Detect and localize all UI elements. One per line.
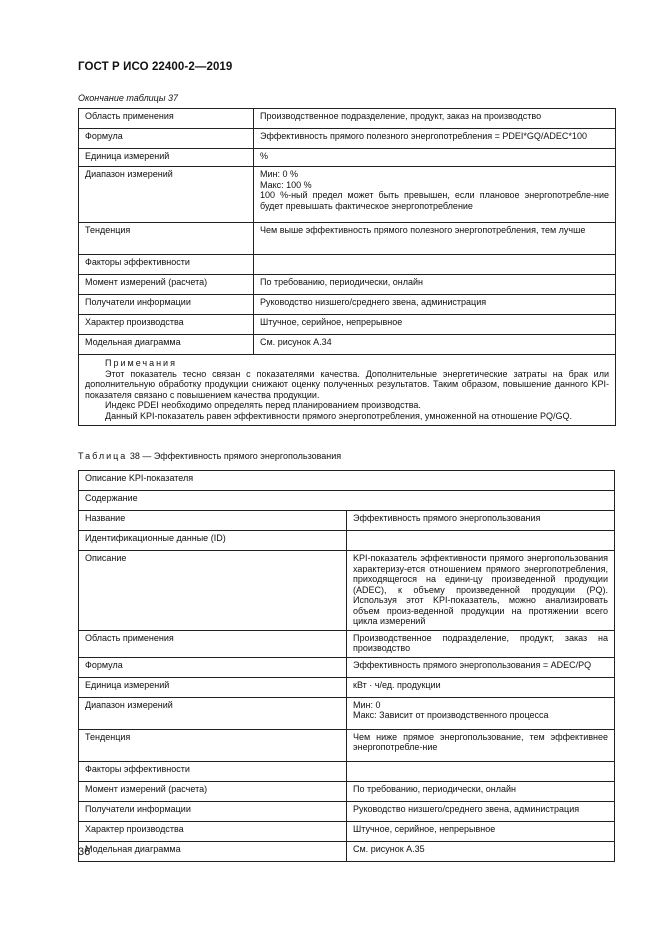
row-value-line	[260, 257, 609, 268]
row-label: Идентификационные данные (ID)	[79, 531, 347, 551]
table38-caption-prefix: Таблица	[78, 451, 128, 461]
table-row	[79, 335, 616, 355]
row-value-line: По требованию, периодически, онлайн	[260, 277, 423, 287]
table-row	[79, 761, 615, 781]
notes-paragraph: Индекс PDEI необходимо определять перед планированием производства.	[105, 400, 421, 410]
table-row	[79, 255, 616, 275]
row-value	[254, 129, 616, 149]
row-value	[254, 255, 616, 275]
table-row	[79, 109, 616, 129]
row-label: Модельная диаграмма	[79, 335, 254, 355]
row-label: Описание	[79, 551, 347, 631]
row-value-line: Эффективность прямого энергопользования = ADEC/PQ	[353, 659, 592, 670]
page-number: 36	[78, 846, 91, 858]
row-label: Диапазон измерений	[79, 167, 254, 223]
row-value-line: кВт · ч/ед. продукции	[353, 679, 441, 690]
row-label: Формула	[79, 129, 254, 149]
notes-title: Примечания	[105, 358, 177, 368]
table38-caption	[78, 451, 341, 461]
row-value-line: См. рисунок А.34	[260, 337, 332, 347]
table-row	[79, 551, 615, 631]
table-row	[79, 511, 615, 531]
row-value-line: %	[260, 151, 269, 161]
table37-caption: Окончание таблицы 37	[78, 93, 178, 103]
row-label: Название	[79, 511, 347, 531]
notes-paragraph: Этот показатель тесно связан с показателями качества. Дополнительные энергетические затраты на брак или дополнительную обработку продукции снижают оценку полученных результатов. Таким образом, повышение данного KPI-показателя связано с повышением качества продукции.	[85, 368, 609, 400]
notes-row	[79, 355, 616, 426]
table-row	[79, 471, 615, 491]
table-row	[79, 801, 615, 821]
table-row	[79, 729, 615, 761]
row-label: Тенденция	[79, 729, 347, 761]
row-label: Получатели информации	[79, 295, 254, 315]
row-label: Диапазон измерений	[79, 697, 347, 729]
table-37	[78, 108, 616, 426]
row-value	[347, 657, 615, 677]
row-value	[254, 315, 616, 335]
table-row	[79, 129, 616, 149]
row-label: Единица измерений	[79, 149, 254, 167]
row-value	[254, 109, 616, 129]
row-label: Получатели информации	[79, 801, 347, 821]
row-value-line: Эффективность прямого энергопользования	[353, 513, 541, 523]
row-value-line	[353, 533, 608, 544]
row-value	[347, 781, 615, 801]
row-label: Факторы эффективности	[79, 255, 254, 275]
row-value-line	[353, 764, 608, 775]
row-label: Характер производства	[79, 315, 254, 335]
row-value	[347, 511, 615, 531]
row-value	[347, 697, 615, 729]
row-value	[347, 821, 615, 841]
table-row	[79, 315, 616, 335]
row-value	[254, 167, 616, 223]
table-row	[79, 657, 615, 677]
row-value-line: Руководство низшего/среднего звена, администрация	[260, 297, 487, 307]
row-value-line: Штучное, серийное, непрерывное	[353, 823, 496, 834]
table-row	[79, 781, 615, 801]
row-value-line: Штучное, серийное, непрерывное	[260, 317, 403, 327]
row-value-line: 100 %-ный предел может быть превышен, если плановое энергопотребле-ние будет превышать фактическое энергопотребление	[260, 190, 609, 211]
table38-caption-text: 38 — Эффективность прямого энергопользования	[129, 451, 342, 461]
row-value	[254, 223, 616, 255]
row-label: Формула	[79, 657, 347, 677]
content-header: Содержание	[79, 491, 615, 511]
table-row	[79, 677, 615, 697]
kpi-description-header: Описание KPI-показателя	[79, 471, 615, 491]
table-row	[79, 167, 616, 223]
row-value-line: Макс: 100 %	[260, 179, 312, 190]
row-value-line: Производственное подразделение, продукт, заказ на производство	[353, 632, 608, 653]
row-label: Единица измерений	[79, 677, 347, 697]
table-row	[79, 630, 615, 657]
row-value	[347, 729, 615, 761]
row-value	[254, 335, 616, 355]
row-value-line: Мин: 0	[353, 699, 381, 710]
table-row	[79, 821, 615, 841]
row-label: Область применения	[79, 109, 254, 129]
row-value	[347, 551, 615, 631]
row-value	[347, 677, 615, 697]
row-value	[347, 531, 615, 551]
row-value-line: Мин: 0 %	[260, 169, 299, 179]
row-label: Характер производства	[79, 821, 347, 841]
table-row	[79, 149, 616, 167]
table-row	[79, 491, 615, 511]
row-value-line: Чем выше эффективность прямого полезного энергопотребления, тем лучше	[260, 225, 586, 235]
row-label: Момент измерений (расчета)	[79, 781, 347, 801]
row-value-line: По требованию, периодически, онлайн	[353, 783, 516, 794]
row-value-line: Руководство низшего/среднего звена, администрация	[353, 803, 580, 814]
row-value-line: Эффективность прямого полезного энергопотребления = PDEI*GQ/ADEC*100	[260, 131, 587, 141]
document-header: ГОСТ Р ИСО 22400-2—2019	[78, 61, 233, 73]
row-value-line: Производственное подразделение, продукт, заказ на производство	[260, 111, 542, 121]
table-row	[79, 697, 615, 729]
row-value	[347, 841, 615, 861]
row-value-line: KPI-показатель эффективности прямого энергопользования характеризу-ется отношением прямого энергопотребления, приходящегося на едини-цу произведенной продукции (ADEC), к объему произведенной продукции (PQ). Используя этот KPI-показатель, можно анализировать объем произ-веденной продукции на протяжении всего цикла измерений	[353, 553, 608, 626]
table-row	[79, 275, 616, 295]
table37-notes	[79, 355, 616, 426]
row-value	[347, 761, 615, 781]
row-value	[254, 295, 616, 315]
row-value	[347, 630, 615, 657]
row-label: Тенденция	[79, 223, 254, 255]
row-label: Модельная диаграмма	[79, 841, 347, 861]
table-row	[79, 531, 615, 551]
row-value-line: Макс: Зависит от производственного процесса	[353, 710, 549, 720]
row-value-line: Чем ниже прямое энергопользование, тем эффективнее энергопотребле-ние	[353, 731, 608, 752]
row-label: Факторы эффективности	[79, 761, 347, 781]
table-row	[79, 223, 616, 255]
row-label: Момент измерений (расчета)	[79, 275, 254, 295]
row-value-line: См. рисунок А.35	[353, 843, 425, 854]
table-row	[79, 841, 615, 861]
row-label: Область применения	[79, 630, 347, 657]
row-value	[347, 801, 615, 821]
notes-paragraph: Данный KPI-показатель равен эффективности прямого энергопотребления, умноженной на отношение PQ/GQ.	[105, 410, 572, 421]
table-38	[78, 470, 615, 862]
row-value	[254, 275, 616, 295]
row-value	[254, 149, 616, 167]
table-row	[79, 295, 616, 315]
